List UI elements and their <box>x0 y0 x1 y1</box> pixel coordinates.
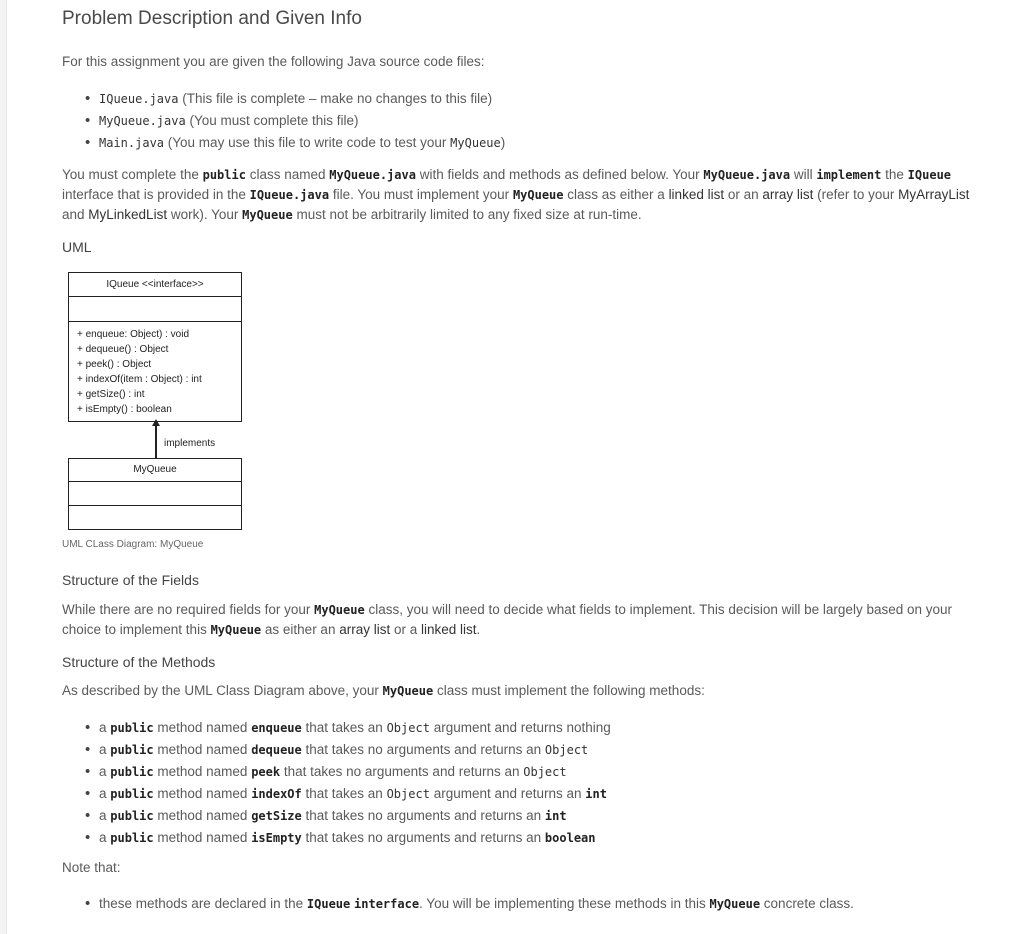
text-run: will <box>790 167 817 182</box>
text-run: that takes no arguments and returns an <box>301 808 545 823</box>
myqueue-ref: MyQueue <box>382 684 434 698</box>
myqueue-java-ref: MyQueue.java <box>329 168 416 182</box>
arg-type: Object <box>386 787 430 801</box>
text-run: (refer to your <box>813 187 899 202</box>
text-run: You must complete the <box>62 167 203 182</box>
text-run: concrete class. <box>760 896 854 911</box>
text-run: a <box>99 742 111 757</box>
myqueue-ref: MyQueue <box>242 208 293 222</box>
interface-fields-compartment <box>69 297 241 322</box>
methods-intro <box>62 681 977 701</box>
text-run: While there are no required fields for your <box>62 602 315 617</box>
arg-type: Object <box>386 721 430 735</box>
text-run: a <box>99 764 111 779</box>
interface-methods-compartment <box>69 322 241 421</box>
text-run: file. You must implement your <box>329 187 513 202</box>
text-run: that takes an <box>301 786 387 801</box>
implement-keyword: implement <box>816 168 882 182</box>
uml-method: + isEmpty() : boolean <box>77 404 172 415</box>
text-run: method named <box>153 764 252 779</box>
return-type: int <box>544 809 567 823</box>
myarraylist-term: MyArrayList <box>898 187 970 202</box>
text-run: that takes no arguments and returns an <box>280 764 524 779</box>
file-name: MyQueue.java <box>99 114 186 128</box>
methods-heading: Structure of the Methods <box>62 654 216 670</box>
iqueue-ref: IQueue <box>907 168 952 182</box>
class-title: MyQueue <box>69 459 241 482</box>
implements-label: implements <box>164 438 216 449</box>
iqueue-ref: IQueue <box>306 897 351 911</box>
text-run: these methods are declared in the <box>99 896 307 911</box>
note-list <box>62 893 854 915</box>
method-name: peek <box>251 765 281 779</box>
uml-diagram <box>68 272 242 534</box>
fields-paragraph <box>62 600 977 640</box>
public-keyword: public <box>110 809 154 823</box>
text-run: . You will be implementing these methods in this <box>419 896 710 911</box>
myqueue-ref: MyQueue <box>314 603 365 617</box>
text-run: that takes no arguments and returns an <box>301 742 545 757</box>
uml-method: + getSize() : int <box>77 389 145 400</box>
text-run: or an <box>724 187 763 202</box>
methods-list <box>62 717 611 849</box>
public-keyword: public <box>110 787 154 801</box>
file-desc: (You may use this file to write code to test your <box>164 135 451 150</box>
implements-arrow-icon <box>148 419 164 459</box>
file-item-main <box>99 132 505 154</box>
file-list <box>62 88 505 154</box>
note-label: Note that: <box>62 860 121 875</box>
myqueue-ref: MyQueue <box>210 623 262 637</box>
uml-method: + dequeue() : Object <box>77 344 169 355</box>
uml-method: + enqueue: Object) : void <box>77 329 190 340</box>
text-run: . <box>476 622 481 637</box>
text-run: argument and returns nothing <box>429 720 611 735</box>
page-title: Problem Description and Given Info <box>62 8 362 29</box>
myqueue-java-ref: MyQueue.java <box>703 168 791 182</box>
text-run: work). Your <box>167 207 243 222</box>
text-run: as either an <box>261 622 340 637</box>
file-desc: (You must complete this file) <box>185 113 359 128</box>
myqueue-ref: MyQueue <box>450 136 501 150</box>
text-run: that takes an <box>301 720 387 735</box>
array-list-term: array list <box>339 622 391 637</box>
fields-heading: Structure of the Fields <box>62 572 199 588</box>
public-keyword: public <box>110 765 154 779</box>
note-item <box>99 893 854 915</box>
text-run: must not be arbitrarily limited to any fixed size at run-time. <box>292 207 642 222</box>
method-item-peek <box>99 761 611 783</box>
text-run: method named <box>153 742 252 757</box>
return-type: Object <box>544 743 589 757</box>
text-run: method named <box>153 830 252 845</box>
text-run: or a <box>390 622 421 637</box>
text-run: method named <box>153 720 252 735</box>
method-item-getsize <box>99 805 611 827</box>
paren-close: ) <box>500 135 506 150</box>
myqueue-ref: MyQueue <box>512 188 564 202</box>
text-run: a <box>99 720 111 735</box>
public-keyword: public <box>110 721 154 735</box>
text-run: with fields and methods as defined below. Your <box>415 167 704 182</box>
class-fields-compartment <box>69 482 241 506</box>
uml-caption: UML CLass Diagram: MyQueue <box>62 539 204 550</box>
file-name: IQueue.java <box>99 92 179 106</box>
uml-heading: UML <box>62 239 92 255</box>
iqueue-java-ref: IQueue.java <box>249 188 330 202</box>
public-keyword: public <box>110 831 154 845</box>
text-run: a <box>99 808 111 823</box>
file-name: Main.java <box>99 136 165 150</box>
intro-text: For this assignment you are given the following Java source code files: <box>62 54 485 69</box>
class-methods-compartment <box>69 506 241 529</box>
mylinkedlist-term: MyLinkedList <box>88 207 168 222</box>
text-run: class named <box>245 167 330 182</box>
method-item-enqueue <box>99 717 611 739</box>
uml-method: + indexOf(item : Object) : int <box>77 374 202 385</box>
method-name: dequeue <box>251 743 302 757</box>
myqueue-ref: MyQueue <box>709 897 761 911</box>
text-run: and <box>62 207 89 222</box>
text-run: that takes no arguments and returns an <box>301 830 545 845</box>
method-item-indexof <box>99 783 611 805</box>
file-desc: (This file is complete – make no changes to this file) <box>178 91 493 106</box>
text-run: argument and returns an <box>429 786 586 801</box>
method-name: isEmpty <box>251 831 302 845</box>
interface-keyword: interface <box>354 897 420 911</box>
linked-list-term: linked list <box>420 622 477 637</box>
text-run: class as either a <box>563 187 669 202</box>
return-type: int <box>585 787 607 801</box>
text-run: method named <box>153 808 252 823</box>
return-type: boolean <box>544 831 596 845</box>
array-list-term: array list <box>762 187 814 202</box>
class-box <box>68 458 242 530</box>
method-item-dequeue <box>99 739 611 761</box>
method-name: getSize <box>251 809 302 823</box>
text-run: method named <box>153 786 252 801</box>
linked-list-term: linked list <box>668 187 725 202</box>
interface-title: IQueue <<interface>> <box>69 273 241 297</box>
interface-box <box>68 272 242 422</box>
return-type: Object <box>523 765 567 779</box>
uml-method: + peek() : Object <box>77 359 152 370</box>
method-name: enqueue <box>251 721 302 735</box>
requirements-paragraph <box>62 165 977 225</box>
public-keyword: public <box>110 743 154 757</box>
text-run: class, you will need to decide what fields to implement. This decision will be largely based on your choice to implement this <box>62 602 953 637</box>
method-name: indexOf <box>251 787 302 801</box>
text-run: class must implement the following methods: <box>433 683 705 698</box>
file-item-myqueue <box>99 110 505 132</box>
text-run: the <box>881 167 908 182</box>
text-run: As described by the UML Class Diagram above, your <box>62 683 383 698</box>
method-item-isempty <box>99 827 611 849</box>
public-keyword: public <box>202 168 246 182</box>
text-run: interface that is provided in the <box>62 187 250 202</box>
text-run: a <box>99 830 111 845</box>
text-run: a <box>99 786 111 801</box>
file-item-iqueue <box>99 88 505 110</box>
left-border <box>0 0 7 934</box>
